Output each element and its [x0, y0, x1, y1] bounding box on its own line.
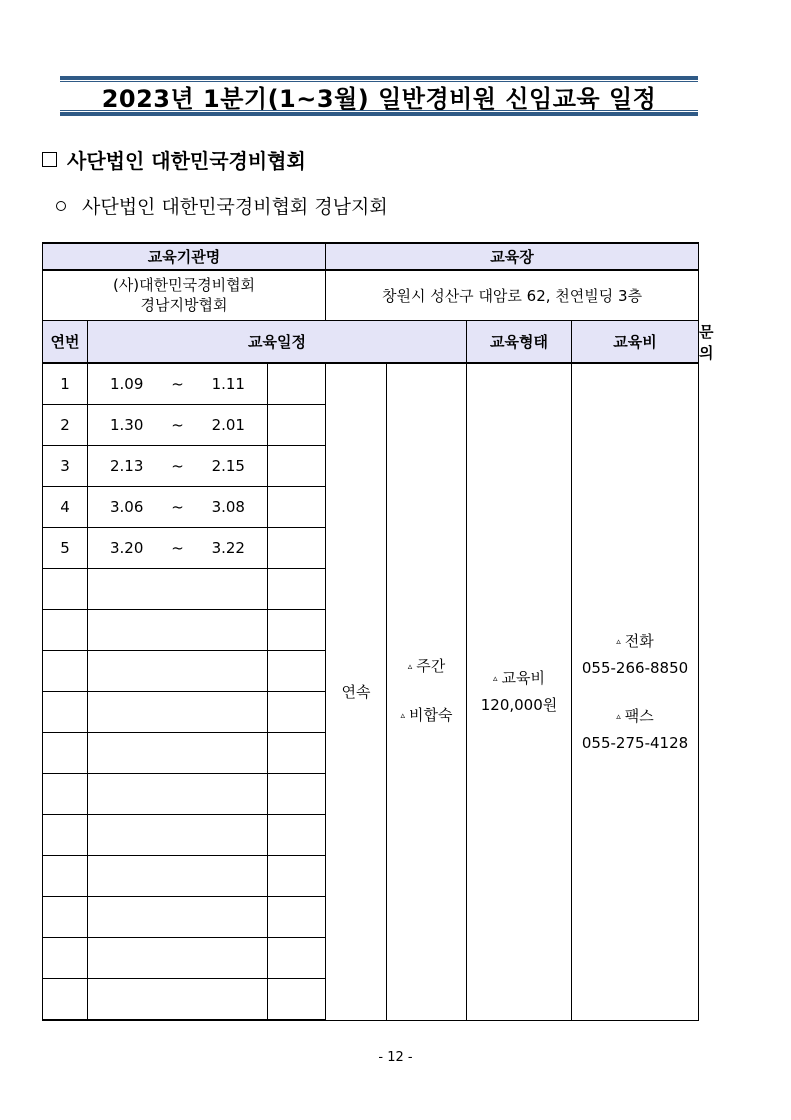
row-extra [268, 897, 326, 938]
row-extra [268, 363, 326, 405]
venue-address: 창원시 성산구 대암로 62, 천연빌딩 3층 [326, 270, 699, 320]
header-venue: 교육장 [326, 243, 699, 270]
contact-cell [572, 363, 699, 1020]
square-bullet-icon [42, 152, 57, 167]
row-no [43, 692, 88, 733]
row-extra [268, 569, 326, 610]
section-heading-text: 사단법인 대한민국경비협회 [67, 149, 306, 173]
institution-name [43, 270, 326, 320]
end-date: 2.15 [211, 457, 245, 475]
schedule-table: 교육기관명 교육장 (사)대한민국경비협회 경남지방협회 창원시 성산구 대암로 62, 천연빌딩 3층 연번 교육일정 교육형태 교육비 문의 1 1.09 ~ 1.11 연속 ▵ 주간 ▵ 비합숙 ▵ 교육비 120,000원 ▵ 전화 055-266-8850 ▵ 팩스 055-275-4128 2 1.30 ~ 2.01 3 2.13 ~ 2.15 4 3.06 ~ 3.08 5 3.20 ~ 3.22 [42, 242, 699, 1021]
row-extra [268, 979, 326, 1021]
row-dates [88, 692, 268, 733]
end-date: 2.01 [211, 416, 245, 434]
row-dates [88, 651, 268, 692]
sub-heading [56, 192, 388, 219]
start-date: 3.20 [110, 539, 144, 557]
row-dates [88, 610, 268, 651]
fee-value: 120,000원 [480, 696, 558, 715]
date-separator: ~ [171, 375, 184, 393]
triangle-bullet-icon: ▵ [400, 710, 406, 721]
row-no [43, 610, 88, 651]
row-no [43, 569, 88, 610]
row-dates [88, 487, 268, 528]
date-separator: ~ [171, 498, 184, 516]
end-date: 1.11 [211, 375, 245, 393]
fee-label: 교육비 [501, 669, 545, 688]
header-no: 연번 [43, 320, 88, 363]
date-separator: ~ [171, 457, 184, 475]
triangle-bullet-icon: ▵ [492, 674, 498, 685]
row-no [43, 815, 88, 856]
page-title-box [60, 76, 698, 116]
row-dates [88, 446, 268, 487]
triangle-bullet-icon: ▵ [616, 711, 621, 722]
row-dates [88, 979, 268, 1021]
date-separator: ~ [171, 416, 184, 434]
end-date: 3.08 [211, 498, 245, 516]
type-line-2: 비합숙 [409, 705, 453, 724]
triangle-bullet-icon: ▵ [616, 636, 621, 647]
triangle-bullet-icon: ▵ [407, 661, 413, 672]
row-extra [268, 446, 326, 487]
row-dates [88, 815, 268, 856]
page-number: - 12 - [378, 1050, 413, 1065]
end-date: 3.22 [211, 539, 245, 557]
row-no [43, 938, 88, 979]
row-no [43, 897, 88, 938]
row-extra [268, 733, 326, 774]
type-cell [387, 363, 467, 1020]
institution-line-1: (사)대한민국경비협회 [112, 276, 256, 295]
row-no: 3 [43, 446, 88, 487]
table-row [43, 363, 699, 405]
start-date: 2.13 [110, 457, 144, 475]
row-extra [268, 692, 326, 733]
row-extra [268, 774, 326, 815]
header-fee: 교육비 [572, 320, 699, 363]
row-no [43, 774, 88, 815]
row-dates [88, 528, 268, 569]
row-extra [268, 405, 326, 446]
circle-bullet-icon [56, 201, 66, 211]
row-extra [268, 938, 326, 979]
row-extra [268, 651, 326, 692]
phone-number: 055-266-8850 [581, 658, 689, 677]
row-dates [88, 897, 268, 938]
fax-number: 055-275-4128 [581, 733, 689, 752]
row-dates [88, 774, 268, 815]
start-date: 1.30 [110, 416, 144, 434]
row-no: 5 [43, 528, 88, 569]
row-extra [268, 528, 326, 569]
row-extra [268, 856, 326, 897]
row-dates [88, 405, 268, 446]
header-type: 교육형태 [467, 320, 572, 363]
row-extra [268, 610, 326, 651]
row-no: 1 [43, 363, 88, 405]
row-no: 2 [43, 405, 88, 446]
row-extra [268, 487, 326, 528]
header-institution: 교육기관명 [43, 243, 326, 270]
date-separator: ~ [171, 539, 184, 557]
row-dates [88, 856, 268, 897]
type-line-1: 주간 [416, 656, 446, 675]
row-dates [88, 938, 268, 979]
start-date: 3.06 [110, 498, 144, 516]
row-no [43, 651, 88, 692]
header-schedule: 교육일정 [88, 320, 467, 363]
fax-label: 팩스 [624, 706, 654, 725]
row-extra [268, 815, 326, 856]
section-heading [42, 145, 306, 174]
phone-label: 전화 [624, 631, 654, 650]
row-dates [88, 569, 268, 610]
mode-cell: 연속 [326, 363, 387, 1020]
sub-heading-text: 사단법인 대한민국경비협회 경남지회 [82, 196, 388, 218]
fee-cell [467, 363, 572, 1020]
page-title: 2023년 1분기(1~3월) 일반경비원 신임교육 일정 [101, 84, 657, 113]
row-no [43, 856, 88, 897]
row-no: 4 [43, 487, 88, 528]
institution-line-2: 경남지방협회 [140, 296, 228, 315]
row-dates [88, 733, 268, 774]
start-date: 1.09 [110, 375, 144, 393]
row-no [43, 979, 88, 1021]
row-dates [88, 363, 268, 405]
row-no [43, 733, 88, 774]
